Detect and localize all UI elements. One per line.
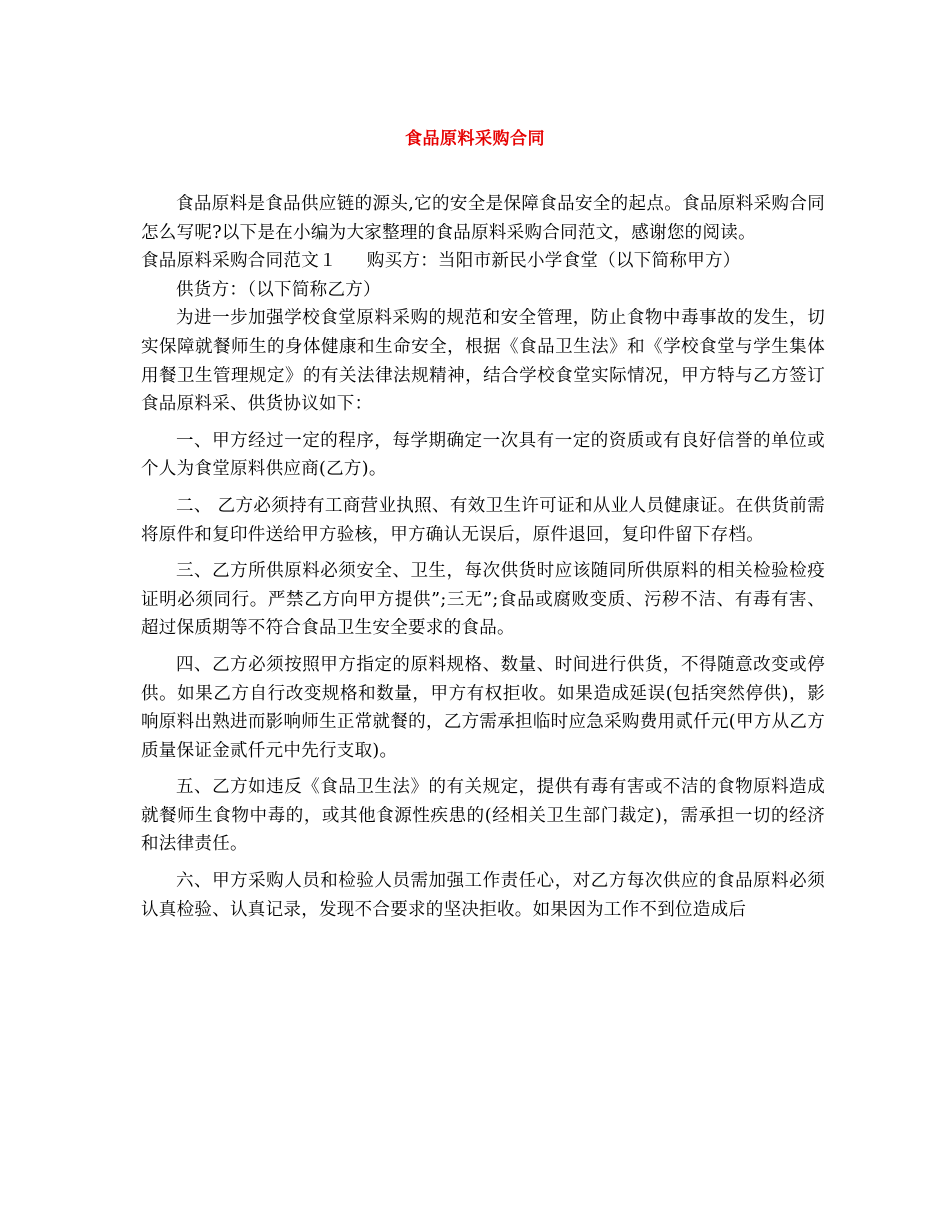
sample-heading-line — [141, 247, 825, 276]
document-body — [141, 190, 825, 924]
intro-paragraph: 食品原料是食品供应链的源头,它的安全是保障食品安全的起点。食品原料采购合同怎么写呢?以下是在小编为大家整理的食品原料采购合同范文，感谢您的阅读。 — [141, 194, 825, 243]
clause-5: 五、乙方如违反《食品卫生法》的有关规定，提供有毒有害或不洁的食物原料造成就餐师生食物中毒的，或其他食源性疾患的(经相关卫生部门裁定)，需承担一切的经济和法律责任。 — [141, 777, 825, 855]
clause-1: 一、甲方经过一定的程序，每学期确定一次具有一定的资质或有良好信誉的单位或个人为食堂原料供应商(乙方)。 — [141, 430, 825, 480]
buyer-line: 购买方：当阳市新民小学食堂（以下简称甲方） — [366, 251, 741, 272]
supplier-line: 供货方：（以下简称乙方） — [176, 279, 381, 300]
clause-4: 四、乙方必须按照甲方指定的原料规格、数量、时间进行供货，不得随意改变或停供。如果乙方自行改变规格和数量，甲方有权拒收。如果造成延误(包括突然停供)，影响原料出熟进而影响师生正常就餐的，乙方需承担临时应急采购费用贰仟元(甲方从乙方质量保证金贰仟元中先行支取)。 — [141, 654, 825, 761]
sample-heading: 食品原料采购合同范文１ — [141, 251, 337, 272]
clause-6: 六、甲方采购人员和检验人员需加强工作责任心，对乙方每次供应的食品原料必须认真检验、认真记录，发现不合要求的坚决拒收。如果因为工作不到位造成后 — [141, 871, 825, 920]
preamble-paragraph: 为进一步加强学校食堂原料采购的规范和安全管理，防止食物中毒事故的发生，切实保障就餐师生的身体健康和生命安全，根据《食品卫生法》和《学校食堂与学生集体用餐卫生管理规定》的有关法律法规精神，结合学校食堂实际情况，甲方特与乙方签订食品原料采、供货协议如下： — [141, 308, 825, 415]
document-title: 食品原料采购合同 — [405, 129, 545, 149]
clause-2: 二、 乙方必须持有工商营业执照、有效卫生许可证和从业人员健康证。在供货前需将原件和复印件送给甲方验核，甲方确认无误后，原件退回，复印件留下存档。 — [141, 495, 825, 545]
clause-3: 三、乙方所供原料必须安全、卫生，每次供货时应该随同所供原料的相关检验检疫证明必须同行。严禁乙方向甲方提供”;三无”;食品或腐败变质、污秽不洁、有毒有害、超过保质期等不符合食品卫生安全要求的食品。 — [141, 561, 825, 639]
